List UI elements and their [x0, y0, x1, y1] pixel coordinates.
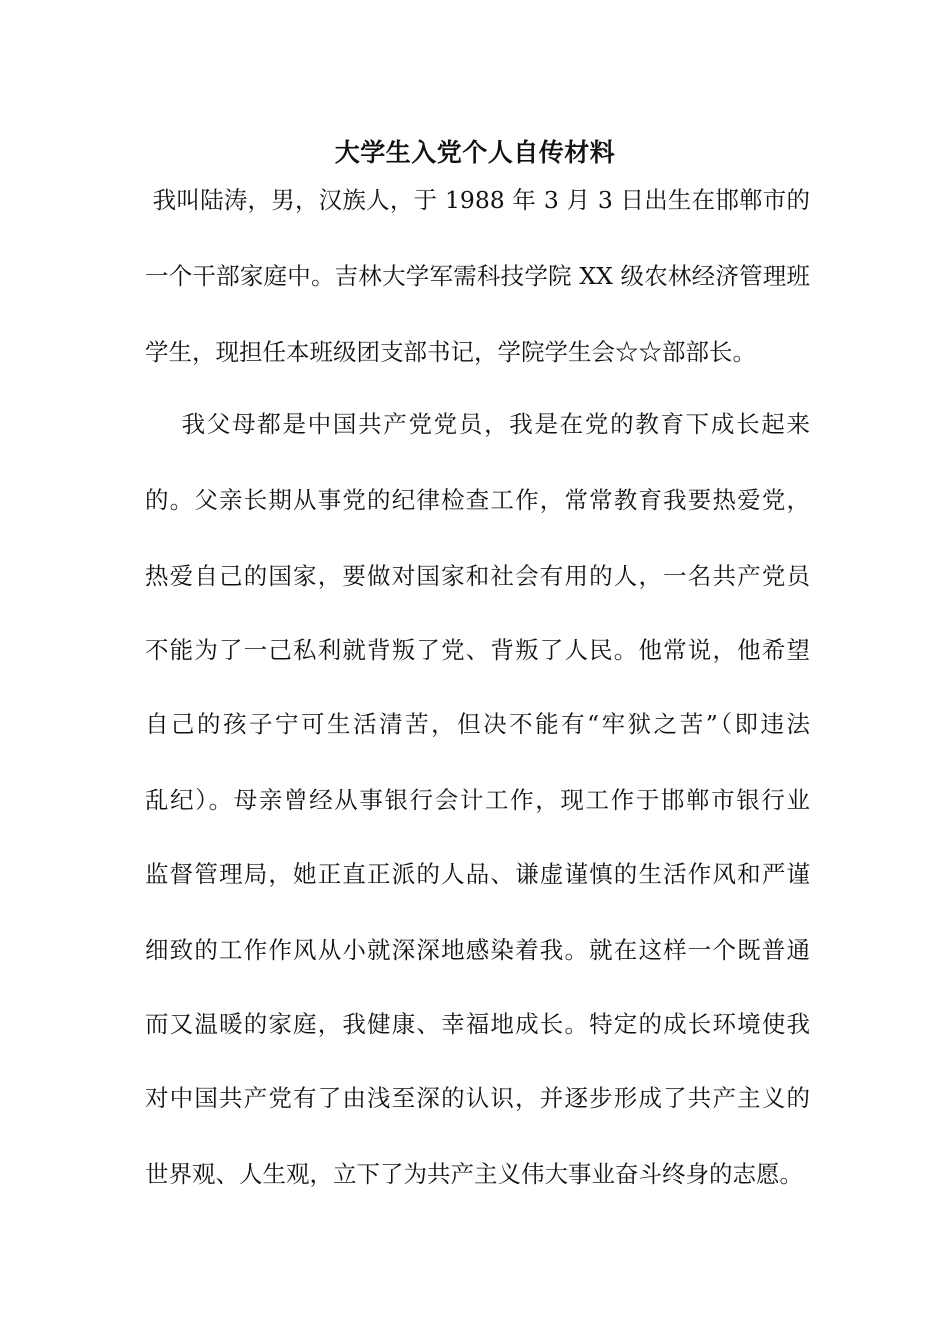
document-title: 大学生入党个人自传材料 [334, 138, 616, 167]
paragraph-line: 学生，现担任本班级团支部书记，学院学生会☆☆部部长。 [145, 338, 756, 366]
paragraph-line: 世界观、人生观，立下了为共产主义伟大事业奋斗终身的志愿。 [145, 1160, 803, 1188]
paragraph-line: 我叫陆涛，男，汉族人，于 1988 年 3 月 3 日出生在邯郸市的 [145, 186, 810, 214]
paragraph-line: 而又温暖的家庭，我健康、幸福地成长。特定的成长环境使我 [145, 1010, 810, 1038]
paragraph-line: 我父母都是中国共产党党员，我是在党的教育下成长起来 [145, 410, 810, 438]
paragraph-line: 自己的孩子宁可生活清苦，但决不能有“牢狱之苦”（即违法 [145, 710, 810, 738]
paragraph-line: 一个干部家庭中。吉林大学军需科技学院 XX 级农林经济管理班 [145, 262, 810, 290]
paragraph-line: 细致的工作作风从小就深深地感染着我。就在这样一个既普通 [145, 936, 810, 964]
paragraph-line: 监督管理局，她正直正派的人品、谦虚谨慎的生活作风和严谨 [145, 860, 810, 888]
paragraph-line: 不能为了一己私利就背叛了党、背叛了人民。他常说，他希望 [145, 636, 810, 664]
paragraph-line: 热爱自己的国家，要做对国家和社会有用的人，一名共产党员 [145, 562, 810, 590]
paragraph-line: 的。父亲长期从事党的纪律检查工作，常常教育我要热爱党， [145, 486, 810, 514]
paragraph-line: 乱纪）。母亲曾经从事银行会计工作，现工作于邯郸市银行业 [145, 786, 810, 814]
paragraph-line: 对中国共产党有了由浅至深的认识，并逐步形成了共产主义的 [145, 1084, 810, 1112]
